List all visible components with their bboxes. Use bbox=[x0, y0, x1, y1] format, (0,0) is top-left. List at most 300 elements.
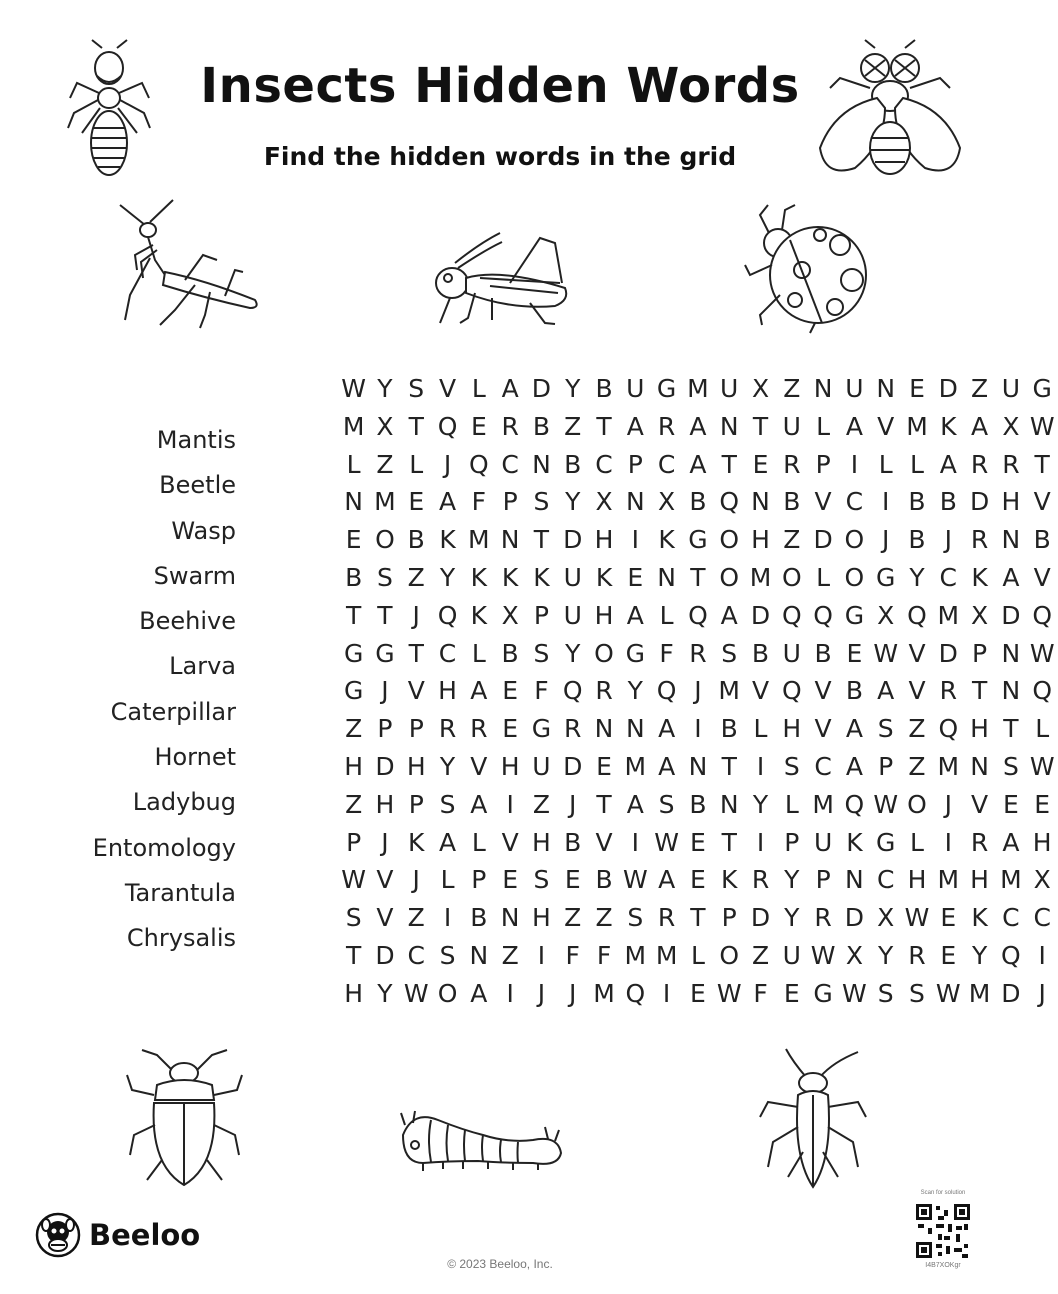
grid-cell[interactable]: S bbox=[627, 903, 644, 933]
grid-cell[interactable]: P bbox=[502, 487, 518, 517]
grid-cell[interactable]: R bbox=[970, 827, 989, 857]
grid-cell[interactable]: P bbox=[627, 449, 643, 479]
grid-cell[interactable]: T bbox=[408, 411, 424, 441]
grid-cell[interactable]: Q bbox=[781, 676, 802, 706]
grid-cell[interactable]: V bbox=[751, 676, 770, 706]
grid-cell[interactable]: I bbox=[756, 751, 765, 781]
grid-cell[interactable]: M bbox=[812, 789, 834, 819]
grid-cell[interactable]: P bbox=[533, 600, 549, 630]
grid-cell[interactable]: O bbox=[375, 525, 395, 555]
grid-cell[interactable]: X bbox=[845, 940, 863, 970]
grid-cell[interactable]: A bbox=[470, 676, 488, 706]
grid-cell[interactable]: R bbox=[689, 638, 707, 668]
grid-cell[interactable]: K bbox=[408, 827, 425, 857]
grid-cell[interactable]: Z bbox=[783, 374, 801, 403]
grid-cell[interactable]: E bbox=[690, 827, 706, 857]
grid-cell[interactable]: J bbox=[944, 525, 952, 555]
grid-cell[interactable]: V bbox=[1033, 562, 1051, 592]
grid-cell[interactable]: N bbox=[500, 525, 520, 555]
grid-cell[interactable]: B bbox=[939, 487, 957, 517]
grid-cell[interactable]: Z bbox=[564, 903, 582, 933]
grid-cell[interactable]: T bbox=[533, 525, 550, 555]
grid-cell[interactable]: B bbox=[407, 525, 425, 555]
grid-cell[interactable]: S bbox=[909, 978, 925, 1008]
grid-cell[interactable]: T bbox=[596, 411, 612, 441]
grid-cell[interactable]: N bbox=[688, 751, 708, 781]
grid-cell[interactable]: K bbox=[470, 562, 488, 592]
grid-cell[interactable]: U bbox=[532, 751, 551, 781]
grid-cell[interactable]: N bbox=[532, 449, 551, 479]
grid-cell[interactable]: M bbox=[687, 374, 709, 403]
grid-cell[interactable]: C bbox=[407, 940, 425, 970]
grid-cell[interactable]: Q bbox=[437, 600, 458, 630]
grid-cell[interactable]: K bbox=[940, 411, 957, 441]
grid-cell[interactable]: Y bbox=[377, 978, 393, 1008]
grid-cell[interactable]: J bbox=[381, 827, 389, 857]
grid-cell[interactable]: S bbox=[533, 865, 550, 895]
grid-cell[interactable]: T bbox=[346, 940, 362, 970]
grid-cell[interactable]: A bbox=[438, 487, 457, 517]
grid-cell[interactable]: T bbox=[721, 751, 737, 781]
grid-cell[interactable]: L bbox=[409, 449, 424, 479]
grid-cell[interactable]: H bbox=[1001, 487, 1021, 517]
grid-cell[interactable]: A bbox=[720, 600, 738, 630]
grid-cell[interactable]: G bbox=[343, 638, 364, 668]
grid-cell[interactable]: K bbox=[533, 562, 550, 592]
grid-cell[interactable]: N bbox=[469, 940, 489, 970]
grid-cell[interactable]: H bbox=[532, 827, 551, 857]
grid-cell[interactable]: Z bbox=[532, 789, 550, 819]
grid-cell[interactable]: D bbox=[563, 751, 583, 781]
grid-cell[interactable]: B bbox=[689, 789, 707, 819]
grid-cell[interactable]: T bbox=[1034, 449, 1050, 479]
grid-cell[interactable]: X bbox=[658, 487, 676, 517]
grid-cell[interactable]: S bbox=[783, 751, 800, 781]
grid-cell[interactable]: L bbox=[690, 940, 705, 970]
grid-cell[interactable]: G bbox=[844, 600, 865, 630]
grid-cell[interactable]: W bbox=[716, 978, 742, 1008]
grid-cell[interactable]: E bbox=[690, 978, 706, 1008]
grid-cell[interactable]: X bbox=[971, 600, 989, 630]
grid-cell[interactable]: Y bbox=[439, 751, 456, 781]
grid-cell[interactable]: H bbox=[782, 714, 802, 744]
grid-cell[interactable]: E bbox=[846, 638, 863, 668]
grid-cell[interactable]: O bbox=[907, 789, 927, 819]
grid-cell[interactable]: N bbox=[751, 487, 770, 517]
grid-cell[interactable]: Q bbox=[844, 789, 865, 819]
grid-cell[interactable]: T bbox=[690, 562, 706, 592]
grid-cell[interactable]: K bbox=[470, 600, 488, 630]
grid-cell[interactable]: X bbox=[1033, 865, 1051, 895]
grid-cell[interactable]: X bbox=[751, 374, 770, 403]
grid-cell[interactable]: Z bbox=[595, 903, 613, 933]
grid-cell[interactable]: M bbox=[906, 411, 928, 441]
grid-cell[interactable]: A bbox=[877, 676, 895, 706]
grid-cell[interactable]: A bbox=[501, 374, 519, 403]
grid-cell[interactable]: W bbox=[341, 374, 367, 403]
grid-cell[interactable]: L bbox=[471, 827, 486, 857]
grid-cell[interactable]: D bbox=[750, 903, 771, 933]
grid-cell[interactable]: V bbox=[908, 676, 926, 706]
grid-cell[interactable]: G bbox=[531, 714, 552, 744]
grid-cell[interactable]: I bbox=[631, 827, 639, 857]
grid-cell[interactable]: H bbox=[500, 751, 520, 781]
grid-cell[interactable]: Z bbox=[783, 525, 801, 555]
grid-cell[interactable]: V bbox=[814, 714, 832, 744]
grid-cell[interactable]: E bbox=[596, 751, 612, 781]
grid-cell[interactable]: M bbox=[624, 751, 647, 781]
grid-cell[interactable]: T bbox=[408, 638, 424, 668]
grid-cell[interactable]: N bbox=[719, 789, 739, 819]
grid-cell[interactable]: S bbox=[439, 940, 456, 970]
grid-cell[interactable]: N bbox=[625, 487, 645, 517]
grid-cell[interactable]: G bbox=[375, 638, 395, 668]
grid-cell[interactable]: W bbox=[1029, 411, 1055, 441]
grid-cell[interactable]: V bbox=[1033, 487, 1051, 517]
grid-cell[interactable]: I bbox=[631, 525, 639, 555]
grid-cell[interactable]: I bbox=[443, 903, 452, 933]
grid-cell[interactable]: C bbox=[595, 449, 613, 479]
grid-cell[interactable]: I bbox=[882, 487, 890, 517]
grid-cell[interactable]: A bbox=[939, 449, 957, 479]
grid-cell[interactable]: L bbox=[1035, 714, 1050, 744]
grid-cell[interactable]: H bbox=[344, 978, 364, 1008]
grid-cell[interactable]: M bbox=[749, 562, 772, 592]
grid-cell[interactable]: N bbox=[719, 411, 739, 441]
grid-cell[interactable]: Y bbox=[565, 487, 581, 517]
grid-cell[interactable]: Z bbox=[407, 903, 425, 933]
grid-cell[interactable]: P bbox=[815, 865, 831, 895]
grid-cell[interactable]: A bbox=[626, 789, 644, 819]
grid-cell[interactable]: R bbox=[751, 865, 770, 895]
grid-cell[interactable]: O bbox=[719, 562, 740, 592]
grid-cell[interactable]: B bbox=[345, 562, 363, 592]
grid-cell[interactable]: E bbox=[909, 374, 925, 403]
grid-cell[interactable]: K bbox=[439, 525, 456, 555]
grid-cell[interactable]: B bbox=[564, 449, 582, 479]
grid-cell[interactable]: E bbox=[1002, 789, 1019, 819]
grid-cell[interactable]: Y bbox=[565, 374, 581, 403]
grid-cell[interactable]: C bbox=[657, 449, 676, 479]
grid-cell[interactable]: P bbox=[346, 827, 362, 857]
grid-cell[interactable]: T bbox=[721, 827, 737, 857]
grid-cell[interactable]: A bbox=[689, 449, 707, 479]
grid-cell[interactable]: H bbox=[907, 865, 927, 895]
grid-cell[interactable]: I bbox=[537, 940, 546, 970]
grid-cell[interactable]: J bbox=[412, 865, 420, 895]
grid-cell[interactable]: Q bbox=[781, 600, 802, 630]
grid-cell[interactable]: P bbox=[815, 449, 831, 479]
grid-cell[interactable]: F bbox=[596, 940, 612, 970]
grid-cell[interactable]: K bbox=[846, 827, 863, 857]
grid-cell[interactable]: N bbox=[657, 562, 676, 592]
grid-cell[interactable]: N bbox=[1001, 676, 1021, 706]
grid-cell[interactable]: B bbox=[595, 374, 613, 403]
grid-cell[interactable]: E bbox=[752, 449, 769, 479]
grid-cell[interactable]: J bbox=[1038, 978, 1046, 1008]
grid-cell[interactable]: R bbox=[595, 676, 613, 706]
grid-cell[interactable]: G bbox=[688, 525, 708, 555]
grid-cell[interactable]: P bbox=[408, 789, 424, 819]
grid-cell[interactable]: D bbox=[938, 638, 958, 668]
grid-cell[interactable]: M bbox=[937, 751, 960, 781]
grid-cell[interactable]: H bbox=[594, 525, 614, 555]
grid-cell[interactable]: Y bbox=[377, 374, 393, 403]
grid-cell[interactable]: V bbox=[595, 827, 613, 857]
grid-cell[interactable]: W bbox=[1029, 638, 1055, 668]
grid-cell[interactable]: C bbox=[438, 638, 457, 668]
grid-cell[interactable]: R bbox=[970, 525, 989, 555]
grid-cell[interactable]: H bbox=[751, 525, 770, 555]
grid-cell[interactable]: R bbox=[814, 903, 832, 933]
grid-cell[interactable]: E bbox=[345, 525, 362, 555]
grid-cell[interactable]: X bbox=[376, 411, 394, 441]
grid-cell[interactable]: S bbox=[533, 487, 550, 517]
grid-cell[interactable]: Q bbox=[468, 449, 489, 479]
grid-cell[interactable]: W bbox=[341, 865, 367, 895]
grid-cell[interactable]: E bbox=[783, 978, 800, 1008]
grid-cell[interactable]: D bbox=[531, 374, 552, 403]
grid-cell[interactable]: X bbox=[595, 487, 613, 517]
grid-cell[interactable]: H bbox=[532, 903, 551, 933]
grid-cell[interactable]: N bbox=[500, 903, 520, 933]
grid-cell[interactable]: W bbox=[403, 978, 429, 1008]
grid-cell[interactable]: F bbox=[471, 487, 487, 517]
grid-cell[interactable]: E bbox=[502, 676, 519, 706]
grid-cell[interactable]: K bbox=[501, 562, 519, 592]
grid-cell[interactable]: S bbox=[377, 562, 393, 592]
grid-cell[interactable]: K bbox=[721, 865, 738, 895]
grid-cell[interactable]: S bbox=[721, 638, 738, 668]
grid-cell[interactable]: C bbox=[939, 562, 958, 592]
grid-cell[interactable]: V bbox=[877, 411, 895, 441]
grid-cell[interactable]: H bbox=[970, 865, 989, 895]
grid-cell[interactable]: H bbox=[438, 676, 457, 706]
grid-cell[interactable]: K bbox=[971, 562, 988, 592]
grid-cell[interactable]: Z bbox=[501, 940, 519, 970]
grid-cell[interactable]: Z bbox=[376, 449, 394, 479]
grid-cell[interactable]: L bbox=[753, 714, 768, 744]
grid-cell[interactable]: O bbox=[719, 940, 740, 970]
grid-cell[interactable]: N bbox=[625, 714, 645, 744]
grid-cell[interactable]: R bbox=[783, 449, 801, 479]
grid-cell[interactable]: B bbox=[908, 525, 926, 555]
grid-cell[interactable]: L bbox=[346, 449, 361, 479]
grid-cell[interactable]: Q bbox=[719, 487, 740, 517]
grid-cell[interactable]: O bbox=[437, 978, 458, 1008]
grid-cell[interactable]: F bbox=[565, 940, 580, 970]
grid-cell[interactable]: E bbox=[690, 865, 706, 895]
grid-cell[interactable]: G bbox=[625, 638, 645, 668]
grid-cell[interactable]: S bbox=[408, 374, 425, 403]
grid-cell[interactable]: I bbox=[850, 449, 859, 479]
grid-cell[interactable]: D bbox=[813, 525, 833, 555]
grid-cell[interactable]: D bbox=[375, 751, 395, 781]
qr-code-icon[interactable] bbox=[916, 1204, 970, 1262]
grid-cell[interactable]: F bbox=[534, 676, 549, 706]
grid-cell[interactable]: R bbox=[657, 903, 676, 933]
grid-cell[interactable]: A bbox=[438, 827, 457, 857]
grid-cell[interactable]: J bbox=[882, 525, 890, 555]
grid-cell[interactable]: V bbox=[501, 827, 519, 857]
grid-cell[interactable]: L bbox=[440, 865, 455, 895]
grid-cell[interactable]: T bbox=[721, 449, 737, 479]
grid-cell[interactable]: C bbox=[1002, 903, 1020, 933]
grid-cell[interactable]: N bbox=[845, 865, 864, 895]
grid-cell[interactable]: M bbox=[937, 600, 960, 630]
grid-cell[interactable]: C bbox=[1033, 903, 1051, 933]
grid-cell[interactable]: B bbox=[564, 827, 582, 857]
grid-cell[interactable]: C bbox=[876, 865, 895, 895]
grid-cell[interactable]: S bbox=[439, 789, 456, 819]
grid-cell[interactable]: W bbox=[1029, 751, 1055, 781]
grid-cell[interactable]: U bbox=[626, 374, 645, 403]
grid-cell[interactable]: Q bbox=[907, 600, 927, 630]
grid-cell[interactable]: X bbox=[1002, 411, 1020, 441]
grid-cell[interactable]: L bbox=[659, 600, 674, 630]
grid-cell[interactable]: D bbox=[969, 487, 990, 517]
grid-cell[interactable]: O bbox=[594, 638, 614, 668]
grid-cell[interactable]: A bbox=[626, 600, 644, 630]
grid-cell[interactable]: O bbox=[844, 525, 865, 555]
grid-cell[interactable]: E bbox=[1034, 789, 1051, 819]
grid-cell[interactable]: E bbox=[940, 903, 957, 933]
grid-cell[interactable]: M bbox=[968, 978, 991, 1008]
grid-cell[interactable]: Q bbox=[1032, 600, 1053, 630]
grid-cell[interactable]: B bbox=[501, 638, 519, 668]
grid-cell[interactable]: Y bbox=[565, 638, 581, 668]
grid-cell[interactable]: P bbox=[784, 827, 800, 857]
grid-cell[interactable]: N bbox=[813, 374, 833, 403]
grid-cell[interactable]: T bbox=[596, 789, 612, 819]
grid-cell[interactable]: Y bbox=[784, 865, 800, 895]
grid-cell[interactable]: D bbox=[1001, 978, 1021, 1008]
grid-cell[interactable]: U bbox=[563, 562, 582, 592]
grid-cell[interactable]: B bbox=[783, 487, 801, 517]
grid-cell[interactable]: I bbox=[1038, 940, 1046, 970]
grid-cell[interactable]: M bbox=[624, 940, 647, 970]
grid-cell[interactable]: E bbox=[502, 865, 519, 895]
grid-cell[interactable]: H bbox=[970, 714, 989, 744]
grid-cell[interactable]: W bbox=[873, 789, 899, 819]
grid-cell[interactable]: T bbox=[690, 903, 706, 933]
grid-cell[interactable]: J bbox=[537, 978, 546, 1008]
grid-cell[interactable]: L bbox=[910, 827, 924, 857]
grid-cell[interactable]: B bbox=[470, 903, 488, 933]
grid-cell[interactable]: O bbox=[719, 525, 740, 555]
grid-cell[interactable]: A bbox=[845, 714, 863, 744]
grid-cell[interactable]: D bbox=[375, 940, 395, 970]
grid-cell[interactable]: A bbox=[1002, 562, 1020, 592]
grid-cell[interactable]: E bbox=[470, 411, 487, 441]
grid-cell[interactable]: A bbox=[658, 865, 676, 895]
grid-cell[interactable]: G bbox=[1032, 374, 1052, 403]
grid-cell[interactable]: V bbox=[407, 676, 425, 706]
grid-cell[interactable]: W bbox=[622, 865, 648, 895]
grid-cell[interactable]: A bbox=[658, 751, 676, 781]
grid-cell[interactable]: T bbox=[346, 600, 362, 630]
grid-cell[interactable]: E bbox=[627, 562, 644, 592]
grid-cell[interactable]: I bbox=[694, 714, 702, 744]
grid-cell[interactable]: Q bbox=[437, 411, 458, 441]
grid-cell[interactable]: U bbox=[563, 600, 582, 630]
grid-cell[interactable]: P bbox=[721, 903, 737, 933]
grid-cell[interactable]: Z bbox=[407, 562, 425, 592]
grid-cell[interactable]: V bbox=[971, 789, 989, 819]
grid-cell[interactable]: U bbox=[845, 374, 864, 403]
grid-cell[interactable]: G bbox=[876, 827, 896, 857]
grid-cell[interactable]: K bbox=[595, 562, 613, 592]
grid-cell[interactable]: X bbox=[501, 600, 519, 630]
grid-cell[interactable]: U bbox=[782, 411, 801, 441]
grid-cell[interactable]: S bbox=[877, 978, 894, 1008]
grid-cell[interactable]: D bbox=[750, 600, 771, 630]
grid-cell[interactable]: B bbox=[720, 714, 738, 744]
grid-cell[interactable]: L bbox=[910, 449, 924, 479]
grid-cell[interactable]: B bbox=[689, 487, 707, 517]
grid-cell[interactable]: Y bbox=[971, 940, 988, 970]
grid-cell[interactable]: K bbox=[658, 525, 675, 555]
grid-cell[interactable]: J bbox=[569, 978, 577, 1008]
grid-cell[interactable]: I bbox=[662, 978, 671, 1008]
grid-cell[interactable]: R bbox=[657, 411, 676, 441]
grid-cell[interactable]: Y bbox=[752, 789, 769, 819]
grid-cell[interactable]: H bbox=[406, 751, 426, 781]
grid-cell[interactable]: Q bbox=[813, 600, 833, 630]
grid-cell[interactable]: Q bbox=[625, 978, 646, 1008]
grid-cell[interactable]: X bbox=[877, 903, 895, 933]
grid-cell[interactable]: H bbox=[594, 600, 614, 630]
grid-cell[interactable]: M bbox=[593, 978, 615, 1008]
grid-cell[interactable]: L bbox=[878, 449, 893, 479]
grid-cell[interactable]: Z bbox=[345, 789, 363, 819]
grid-cell[interactable]: I bbox=[944, 827, 952, 857]
grid-cell[interactable]: M bbox=[1000, 865, 1022, 895]
grid-cell[interactable]: Z bbox=[908, 751, 926, 781]
grid-cell[interactable]: H bbox=[344, 751, 364, 781]
grid-cell[interactable]: S bbox=[658, 789, 675, 819]
grid-cell[interactable]: V bbox=[376, 865, 394, 895]
grid-cell[interactable]: Z bbox=[971, 374, 989, 403]
grid-cell[interactable]: N bbox=[344, 487, 363, 517]
grid-cell[interactable]: N bbox=[970, 751, 989, 781]
grid-cell[interactable]: Q bbox=[656, 676, 677, 706]
grid-cell[interactable]: D bbox=[1001, 600, 1021, 630]
grid-cell[interactable]: B bbox=[532, 411, 550, 441]
grid-cell[interactable]: L bbox=[816, 411, 831, 441]
grid-cell[interactable]: F bbox=[753, 978, 768, 1008]
grid-cell[interactable]: I bbox=[506, 789, 514, 819]
grid-cell[interactable]: F bbox=[659, 638, 674, 668]
grid-cell[interactable]: M bbox=[655, 940, 678, 970]
grid-cell[interactable]: J bbox=[944, 789, 952, 819]
grid-cell[interactable]: Z bbox=[751, 940, 770, 970]
grid-cell[interactable]: L bbox=[816, 562, 831, 592]
grid-cell[interactable]: I bbox=[756, 827, 765, 857]
grid-cell[interactable]: W bbox=[810, 940, 836, 970]
grid-cell[interactable]: D bbox=[938, 374, 958, 403]
grid-cell[interactable]: G bbox=[813, 978, 833, 1008]
grid-cell[interactable]: M bbox=[718, 676, 740, 706]
grid-cell[interactable]: L bbox=[471, 374, 486, 403]
grid-cell[interactable]: G bbox=[343, 676, 364, 706]
grid-cell[interactable]: X bbox=[877, 600, 895, 630]
grid-cell[interactable]: J bbox=[443, 449, 452, 479]
grid-cell[interactable]: O bbox=[781, 562, 802, 592]
grid-cell[interactable]: L bbox=[784, 789, 799, 819]
grid-cell[interactable]: A bbox=[845, 751, 863, 781]
grid-cell[interactable]: W bbox=[904, 903, 930, 933]
